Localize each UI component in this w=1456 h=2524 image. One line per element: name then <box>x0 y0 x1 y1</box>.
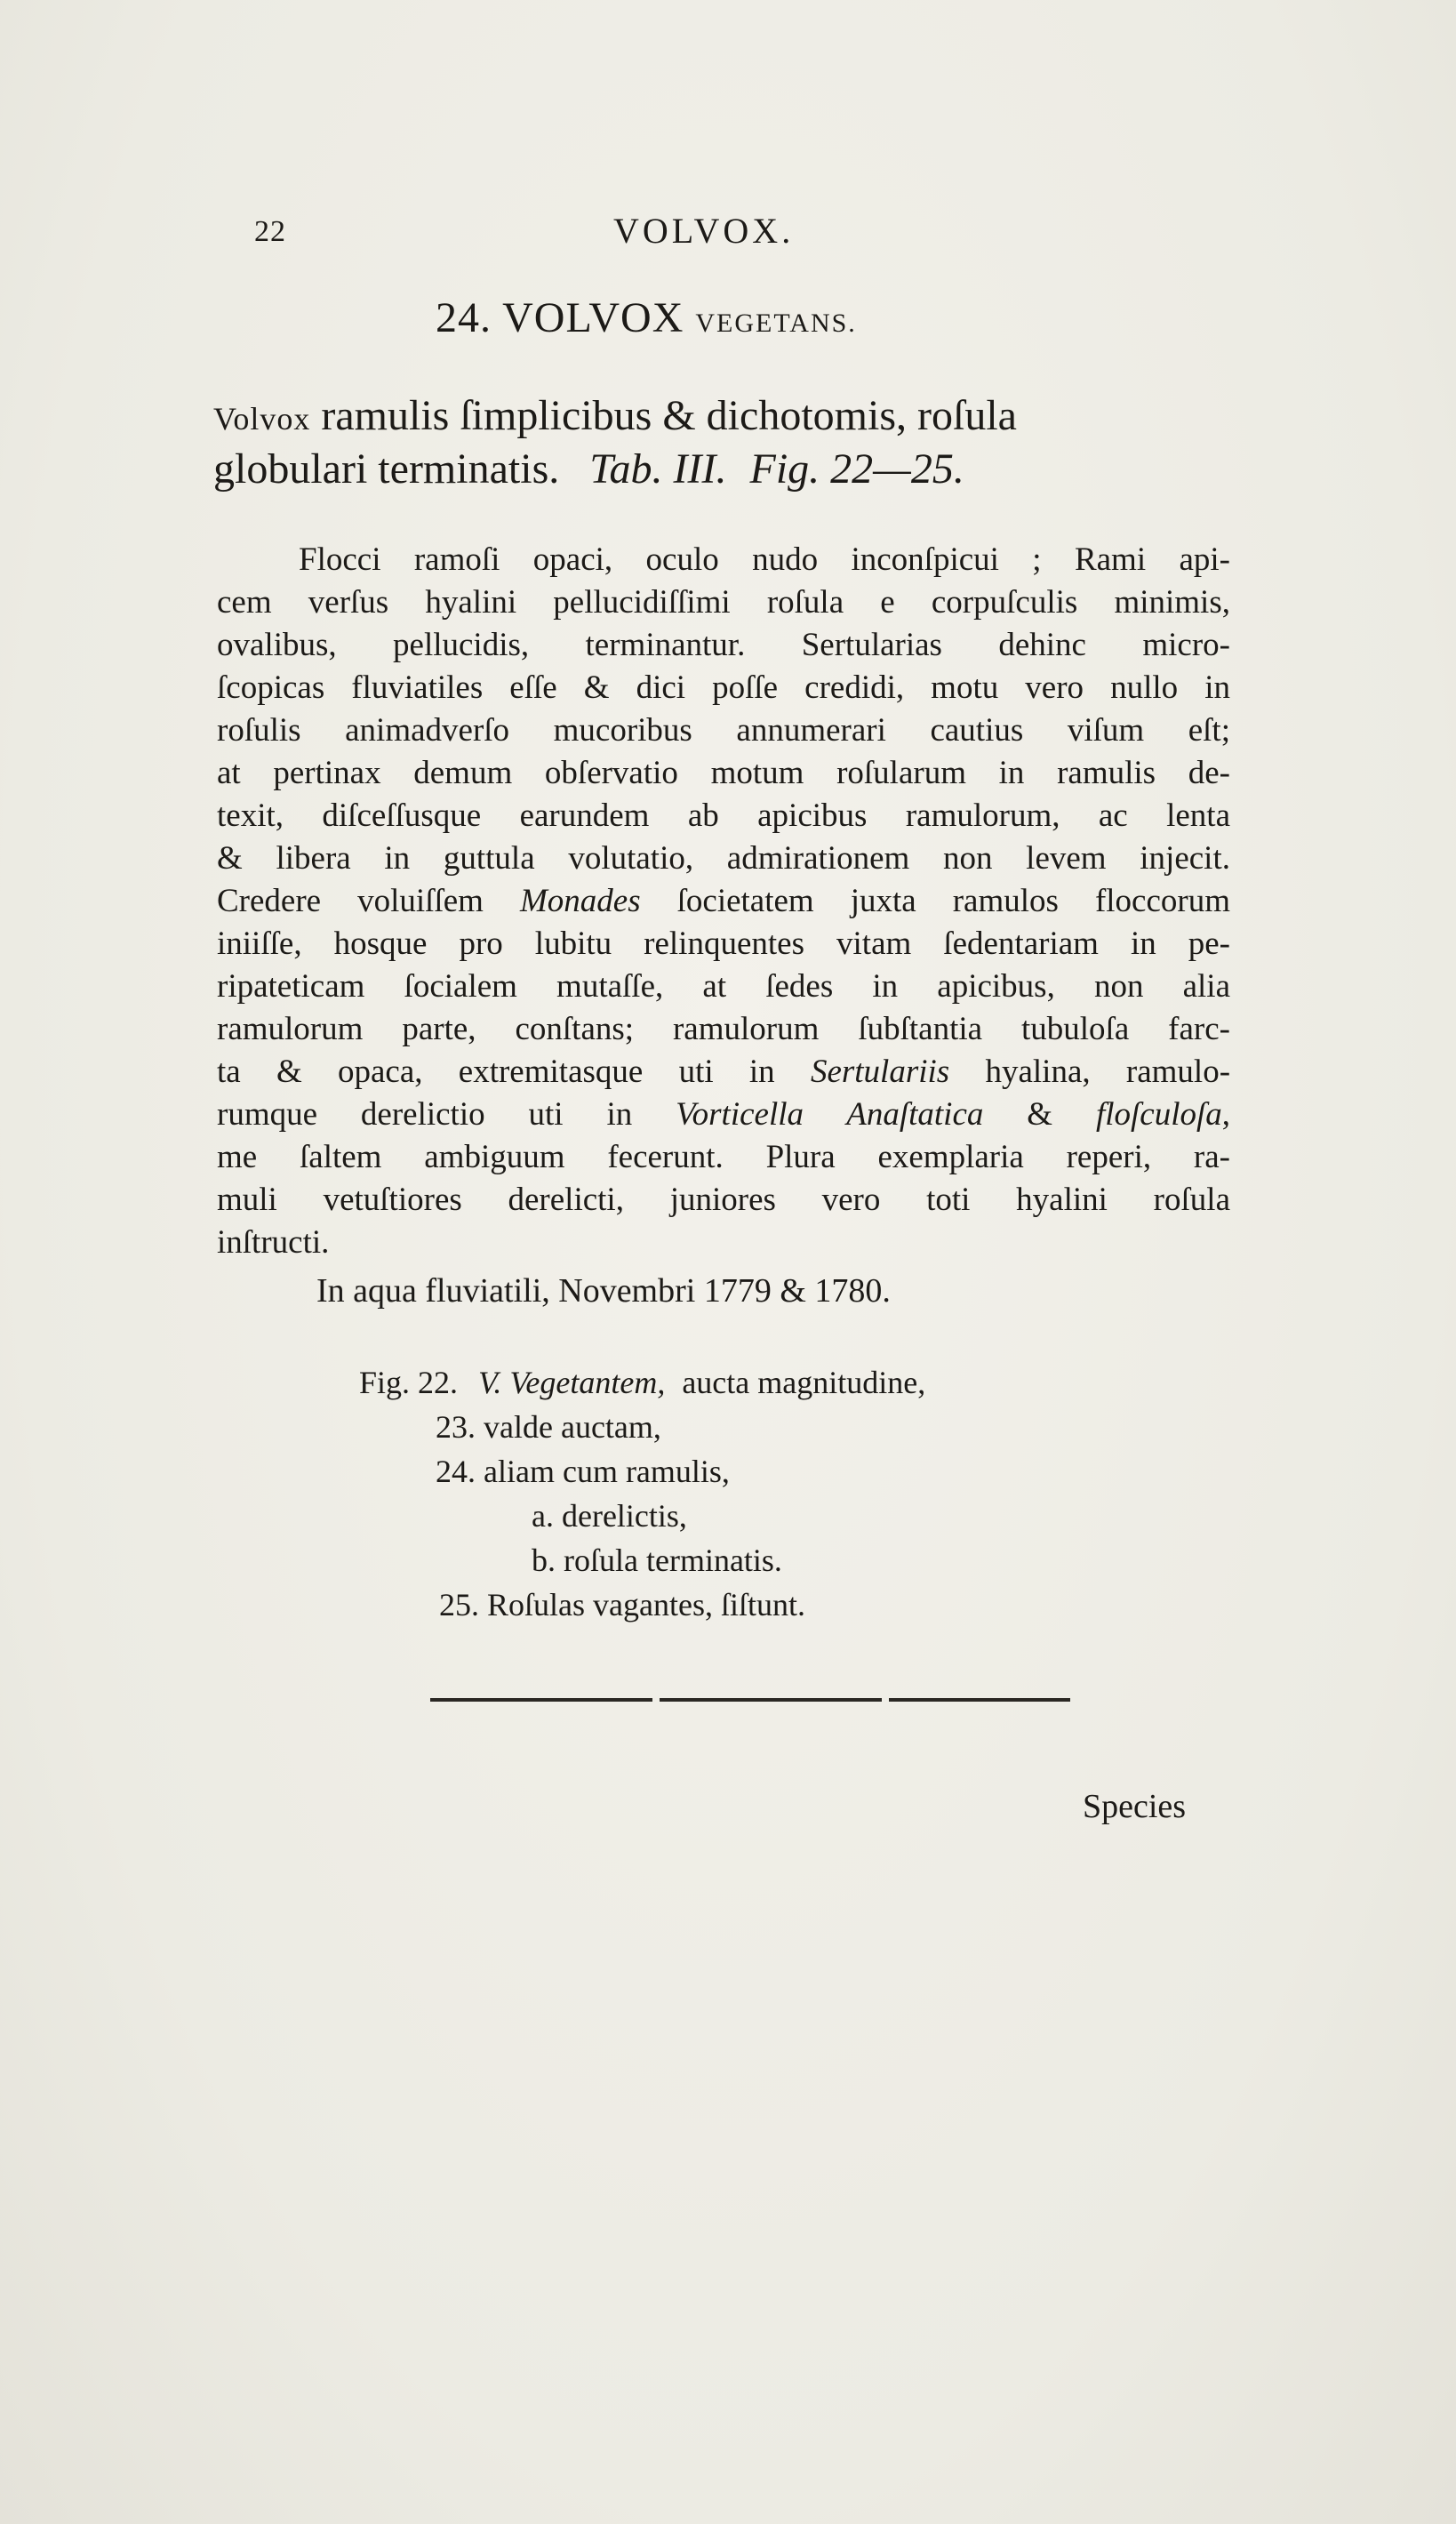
body-line: roſulis animadverſo mucoribus annumerari cautius viſum eſt; <box>217 712 1230 749</box>
body-text: rumque derelictio uti in <box>217 1096 633 1133</box>
figure-line-22 <box>359 1364 925 1401</box>
catchword: Species <box>1083 1788 1187 1825</box>
body-line: ovalibus, pellucidis, terminantur. Sertularias dehinc micro- <box>217 627 1230 663</box>
body-line: texit, diſceſſusque earundem ab apicibus ramulorum, ac lenta <box>217 797 1230 834</box>
end-rule <box>430 1698 652 1702</box>
figure-text: aucta magnitudine, <box>682 1365 926 1400</box>
body-text: ta & opaca, extremitasque uti in <box>217 1054 775 1090</box>
body-italic-term: Monades <box>519 883 641 919</box>
body-line: inſtructi. <box>217 1224 330 1261</box>
body-line: ramulorum parte, conſtans; ramulorum ſubſtantia tubuloſa farc- <box>217 1011 1230 1047</box>
figure-species-name: V. Vegetantem, <box>478 1365 666 1400</box>
body-italic-term: Sertulariis <box>810 1054 950 1090</box>
figure-line-23: 23. valde auctam, <box>436 1409 661 1445</box>
figure-label: Fig. 22. <box>359 1365 459 1400</box>
species-number: 24. <box>436 294 492 341</box>
body-line <box>217 882 1230 920</box>
body-italic-term: floſculoſa <box>1095 1096 1222 1133</box>
body-line: & libera in guttula volutatio, admirationem non levem injecit. <box>217 840 1230 877</box>
body-line: cem verſus hyalini pellucidiſſimi roſula e corpuſculis minimis, <box>217 584 1230 621</box>
body-line: Flocci ramoſi opaci, oculo nudo inconſpicui ; Rami api- <box>299 541 1230 578</box>
body-line: ripateticam ſocialem mutaſſe, at ſedes in apicibus, non alia <box>217 968 1230 1005</box>
body-text: hyalina, ramulo- <box>985 1054 1231 1090</box>
end-rule <box>660 1698 882 1702</box>
species-heading <box>436 293 857 342</box>
diagnosis-line-1 <box>213 391 1227 440</box>
body-line: at pertinax demum obſervatio motum roſularum in ramulis de- <box>217 755 1230 791</box>
figure-line-24: 24. aliam cum ramulis, <box>436 1454 730 1489</box>
figure-reference: Fig. 22—25. <box>749 445 964 493</box>
diagnosis-genus: Volvox <box>213 401 311 437</box>
body-text: , <box>1221 1096 1231 1133</box>
body-line: ſcopicas fluviatiles eſſe & dici poſſe credidi, motu vero nullo in <box>217 669 1230 706</box>
body-line: muli vetuſtiores derelicti, juniores vero toti hyalini roſula <box>217 1182 1230 1218</box>
page-number: 22 <box>254 215 286 248</box>
body-line <box>217 1095 1230 1134</box>
body-line: iniiſſe, hosque pro lubitu relinquentes vitam ſedentariam in pe- <box>217 925 1230 962</box>
figure-line-25: 25. Roſulas vagantes, ſiſtunt. <box>439 1587 805 1623</box>
body-text: & <box>1027 1096 1053 1133</box>
species-genus: VOLVOX <box>502 294 684 341</box>
body-line <box>217 1053 1230 1091</box>
species-epithet: VEGETANS. <box>695 308 857 338</box>
diagnosis-line-2 <box>213 445 1227 493</box>
diagnosis-text-2: globulari terminatis. <box>213 445 560 493</box>
running-head: VOLVOX. <box>613 211 795 251</box>
habitat-line: In aqua fluviatili, Novembri 1779 & 1780. <box>316 1272 891 1310</box>
body-text: ſocietatem juxta ramulos floccorum <box>676 883 1230 919</box>
diagnosis-text-1: ramulis ſimplicibus & dichotomis, roſula <box>321 392 1017 439</box>
figure-line-b: b. roſula terminatis. <box>532 1542 782 1578</box>
end-rule <box>889 1698 1070 1702</box>
plate-reference: Tab. III. <box>589 445 727 493</box>
figure-line-a: a. derelictis, <box>532 1498 687 1534</box>
body-italic-term: Vorticella Anaſtatica <box>676 1096 984 1133</box>
body-line: me ſaltem ambiguum fecerunt. Plura exemplaria reperi, ra- <box>217 1139 1230 1175</box>
body-text: Credere voluiſſem <box>217 883 484 919</box>
